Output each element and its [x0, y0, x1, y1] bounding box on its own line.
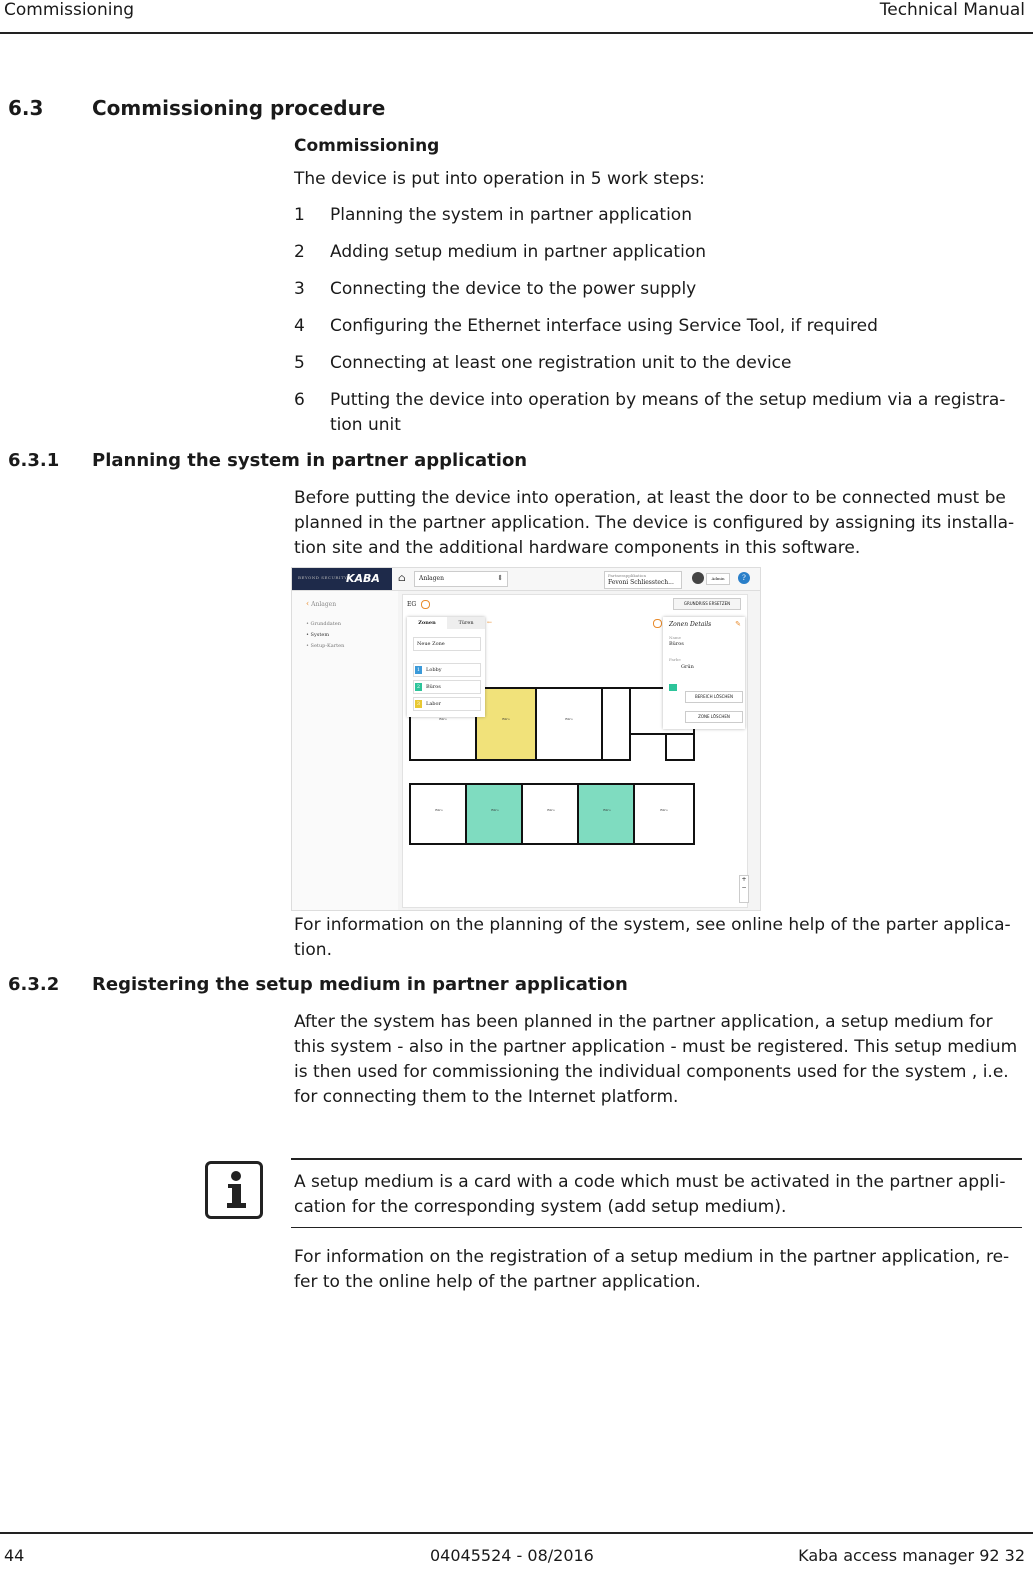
room-label: Büro: [491, 808, 499, 813]
subsection-title: Planning the system in partner application: [92, 450, 528, 471]
new-zone-label: Neue Zone: [417, 641, 445, 647]
color-value: Grün: [681, 664, 694, 670]
close-icon[interactable]: [653, 619, 662, 628]
room-label: Büro: [547, 808, 555, 813]
section-title: Commissioning procedure: [92, 96, 386, 120]
step-number: 6: [294, 390, 305, 410]
step-text: Adding setup medium in partner application: [330, 242, 706, 262]
room[interactable]: [409, 783, 469, 845]
subsection-number: 6.3.2: [8, 974, 60, 995]
room-label: Büro: [439, 717, 447, 721]
zoom-in-icon[interactable]: +: [741, 876, 747, 883]
page-header: [0, 0, 1033, 34]
back-link[interactable]: [306, 599, 336, 608]
floor-settings-icon[interactable]: [421, 600, 430, 609]
room[interactable]: [521, 783, 581, 845]
zone-label: Labor: [426, 701, 441, 707]
section-number: 6.3: [8, 96, 44, 120]
room-zone-bueros[interactable]: [465, 783, 525, 845]
site-select-value: Anlagen: [419, 575, 444, 582]
delete-zone-button[interactable]: ZONE LÖSCHEN: [685, 711, 743, 723]
step-number: 3: [294, 279, 305, 299]
header-chapter: Commissioning: [4, 0, 135, 20]
step-text: Planning the system in partner application: [330, 205, 692, 225]
info-icon: [205, 1161, 263, 1219]
brand-name: KABA: [346, 572, 380, 585]
step-text: Connecting at least one registration unit to the device: [330, 353, 792, 373]
planning-after: For information on the planning of the system, see online help of the parter applica-tion.: [294, 915, 1011, 960]
zoom-control[interactable]: [739, 875, 749, 903]
room[interactable]: [601, 687, 631, 761]
zone-label: Lobby: [426, 667, 442, 673]
zone-number: 3: [416, 701, 421, 707]
zone-item-labor[interactable]: [413, 697, 481, 711]
site-select[interactable]: [414, 571, 508, 587]
tab-tueren[interactable]: Türen: [447, 617, 485, 629]
left-navigation: [292, 591, 398, 910]
planning-paragraph: Before putting the device into operation, at least the door to be connected must be planned in the partner application. The device is configured by assigning its installa-tion site and the additional hardware components in this software.: [294, 488, 1015, 558]
footer-rule: [0, 1532, 1033, 1534]
nav-label: System: [310, 632, 330, 638]
delete-area-button[interactable]: BEREICH LÖSCHEN: [685, 691, 743, 703]
collapse-arrow-icon[interactable]: ←: [487, 619, 493, 626]
room-label: Büro: [603, 808, 611, 813]
step-text: Putting the device into operation by means of the setup medium via a registra-tion unit: [330, 390, 1006, 435]
registration-after: For information on the registration of a setup medium in the partner application, re-fer to the online help of the partner application.: [294, 1247, 1010, 1292]
step-text: Connecting the device to the power supply: [330, 279, 697, 299]
name-key: Name: [669, 635, 682, 640]
info-divider-bottom: [291, 1227, 1022, 1228]
room-label: Büro: [435, 808, 443, 813]
tab-zonen[interactable]: Zonen: [418, 620, 436, 626]
page-number: 44: [4, 1546, 25, 1565]
step-number: 1: [294, 205, 305, 225]
new-zone-button[interactable]: [413, 637, 481, 651]
partner-label: Partnerapplikation: [608, 573, 647, 578]
help-icon[interactable]: ?: [738, 572, 750, 584]
avatar[interactable]: [692, 572, 704, 584]
room-label: Büro: [660, 808, 668, 813]
partner-value: Fevoni Schliesstech...: [608, 579, 674, 586]
document-number: 04045524 - 08/2016: [430, 1546, 594, 1565]
zone-item-lobby[interactable]: [413, 663, 481, 677]
zone-details-panel: [663, 617, 745, 729]
app-top-bar: [292, 568, 760, 591]
step-number: 4: [294, 316, 305, 336]
color-swatch: [669, 684, 677, 691]
zone-item-bueros[interactable]: [413, 680, 481, 694]
subsection-title: Registering the setup medium in partner application: [92, 974, 628, 995]
commissioning-heading: Commissioning: [294, 136, 440, 156]
room[interactable]: [633, 783, 695, 845]
subsection-number: 6.3.1: [8, 450, 60, 471]
partner-select[interactable]: [604, 571, 682, 589]
step-number: 2: [294, 242, 305, 262]
zone-number: 1: [416, 667, 421, 673]
edit-icon[interactable]: ✎: [735, 620, 741, 628]
room-label: Büro: [502, 717, 510, 721]
commissioning-intro: The device is put into operation in 5 work steps:: [294, 169, 705, 189]
brand-tagline: BEYOND SECURITY: [298, 575, 348, 580]
nav-item-system[interactable]: • System: [306, 632, 330, 638]
room-wc[interactable]: [665, 733, 695, 761]
step-number: 5: [294, 353, 305, 373]
home-icon[interactable]: ⌂: [398, 573, 406, 584]
zone-label: Büros: [426, 684, 441, 690]
zone-number: 2: [416, 684, 421, 690]
step-text: Configuring the Ethernet interface using Service Tool, if required: [330, 316, 878, 336]
details-title: Zonen Details: [669, 621, 712, 628]
room-zone-bueros[interactable]: [577, 783, 637, 845]
chevron-left-icon: ‹: [306, 599, 310, 608]
back-label: Anlagen: [311, 601, 337, 608]
floorplan-canvas[interactable]: [402, 594, 748, 908]
room-label: Büro: [565, 717, 573, 721]
partner-app-screenshot: [291, 567, 761, 911]
zones-panel: [407, 617, 485, 717]
zoom-out-icon[interactable]: −: [741, 884, 747, 891]
replace-floorplan-button[interactable]: GRUNDRISS ERSETZEN: [673, 598, 741, 610]
product-name: Kaba access manager 92 32: [798, 1546, 1025, 1565]
nav-label: Setup-Karten: [310, 643, 345, 649]
room[interactable]: [535, 687, 603, 761]
nav-item-grunddaten[interactable]: • Grunddaten: [306, 621, 341, 627]
color-key: Farbe: [669, 657, 681, 662]
nav-item-setup-karten[interactable]: • Setup-Karten: [306, 643, 345, 649]
nav-label: Grunddaten: [310, 621, 341, 627]
admin-button[interactable]: Admin: [706, 573, 730, 585]
setup-medium-paragraph: After the system has been planned in the partner application, a setup medium for this system - also in the partner application - must be registered. This setup medium is then used for commissioning the individual components used for the system , i.e. for connecting them to the Internet platform.: [294, 1012, 1018, 1107]
name-value: Büros: [669, 641, 684, 647]
brand-logo: [292, 568, 392, 590]
info-divider-top: [291, 1158, 1022, 1160]
info-note: A setup medium is a card with a code which must be activated in the partner appli-cation for the corresponding system (add setup medium).: [294, 1172, 1006, 1217]
chevron-down-icon: ⇕: [497, 574, 503, 582]
header-doc-type: Technical Manual: [879, 0, 1025, 20]
floor-label: EG: [407, 601, 417, 608]
